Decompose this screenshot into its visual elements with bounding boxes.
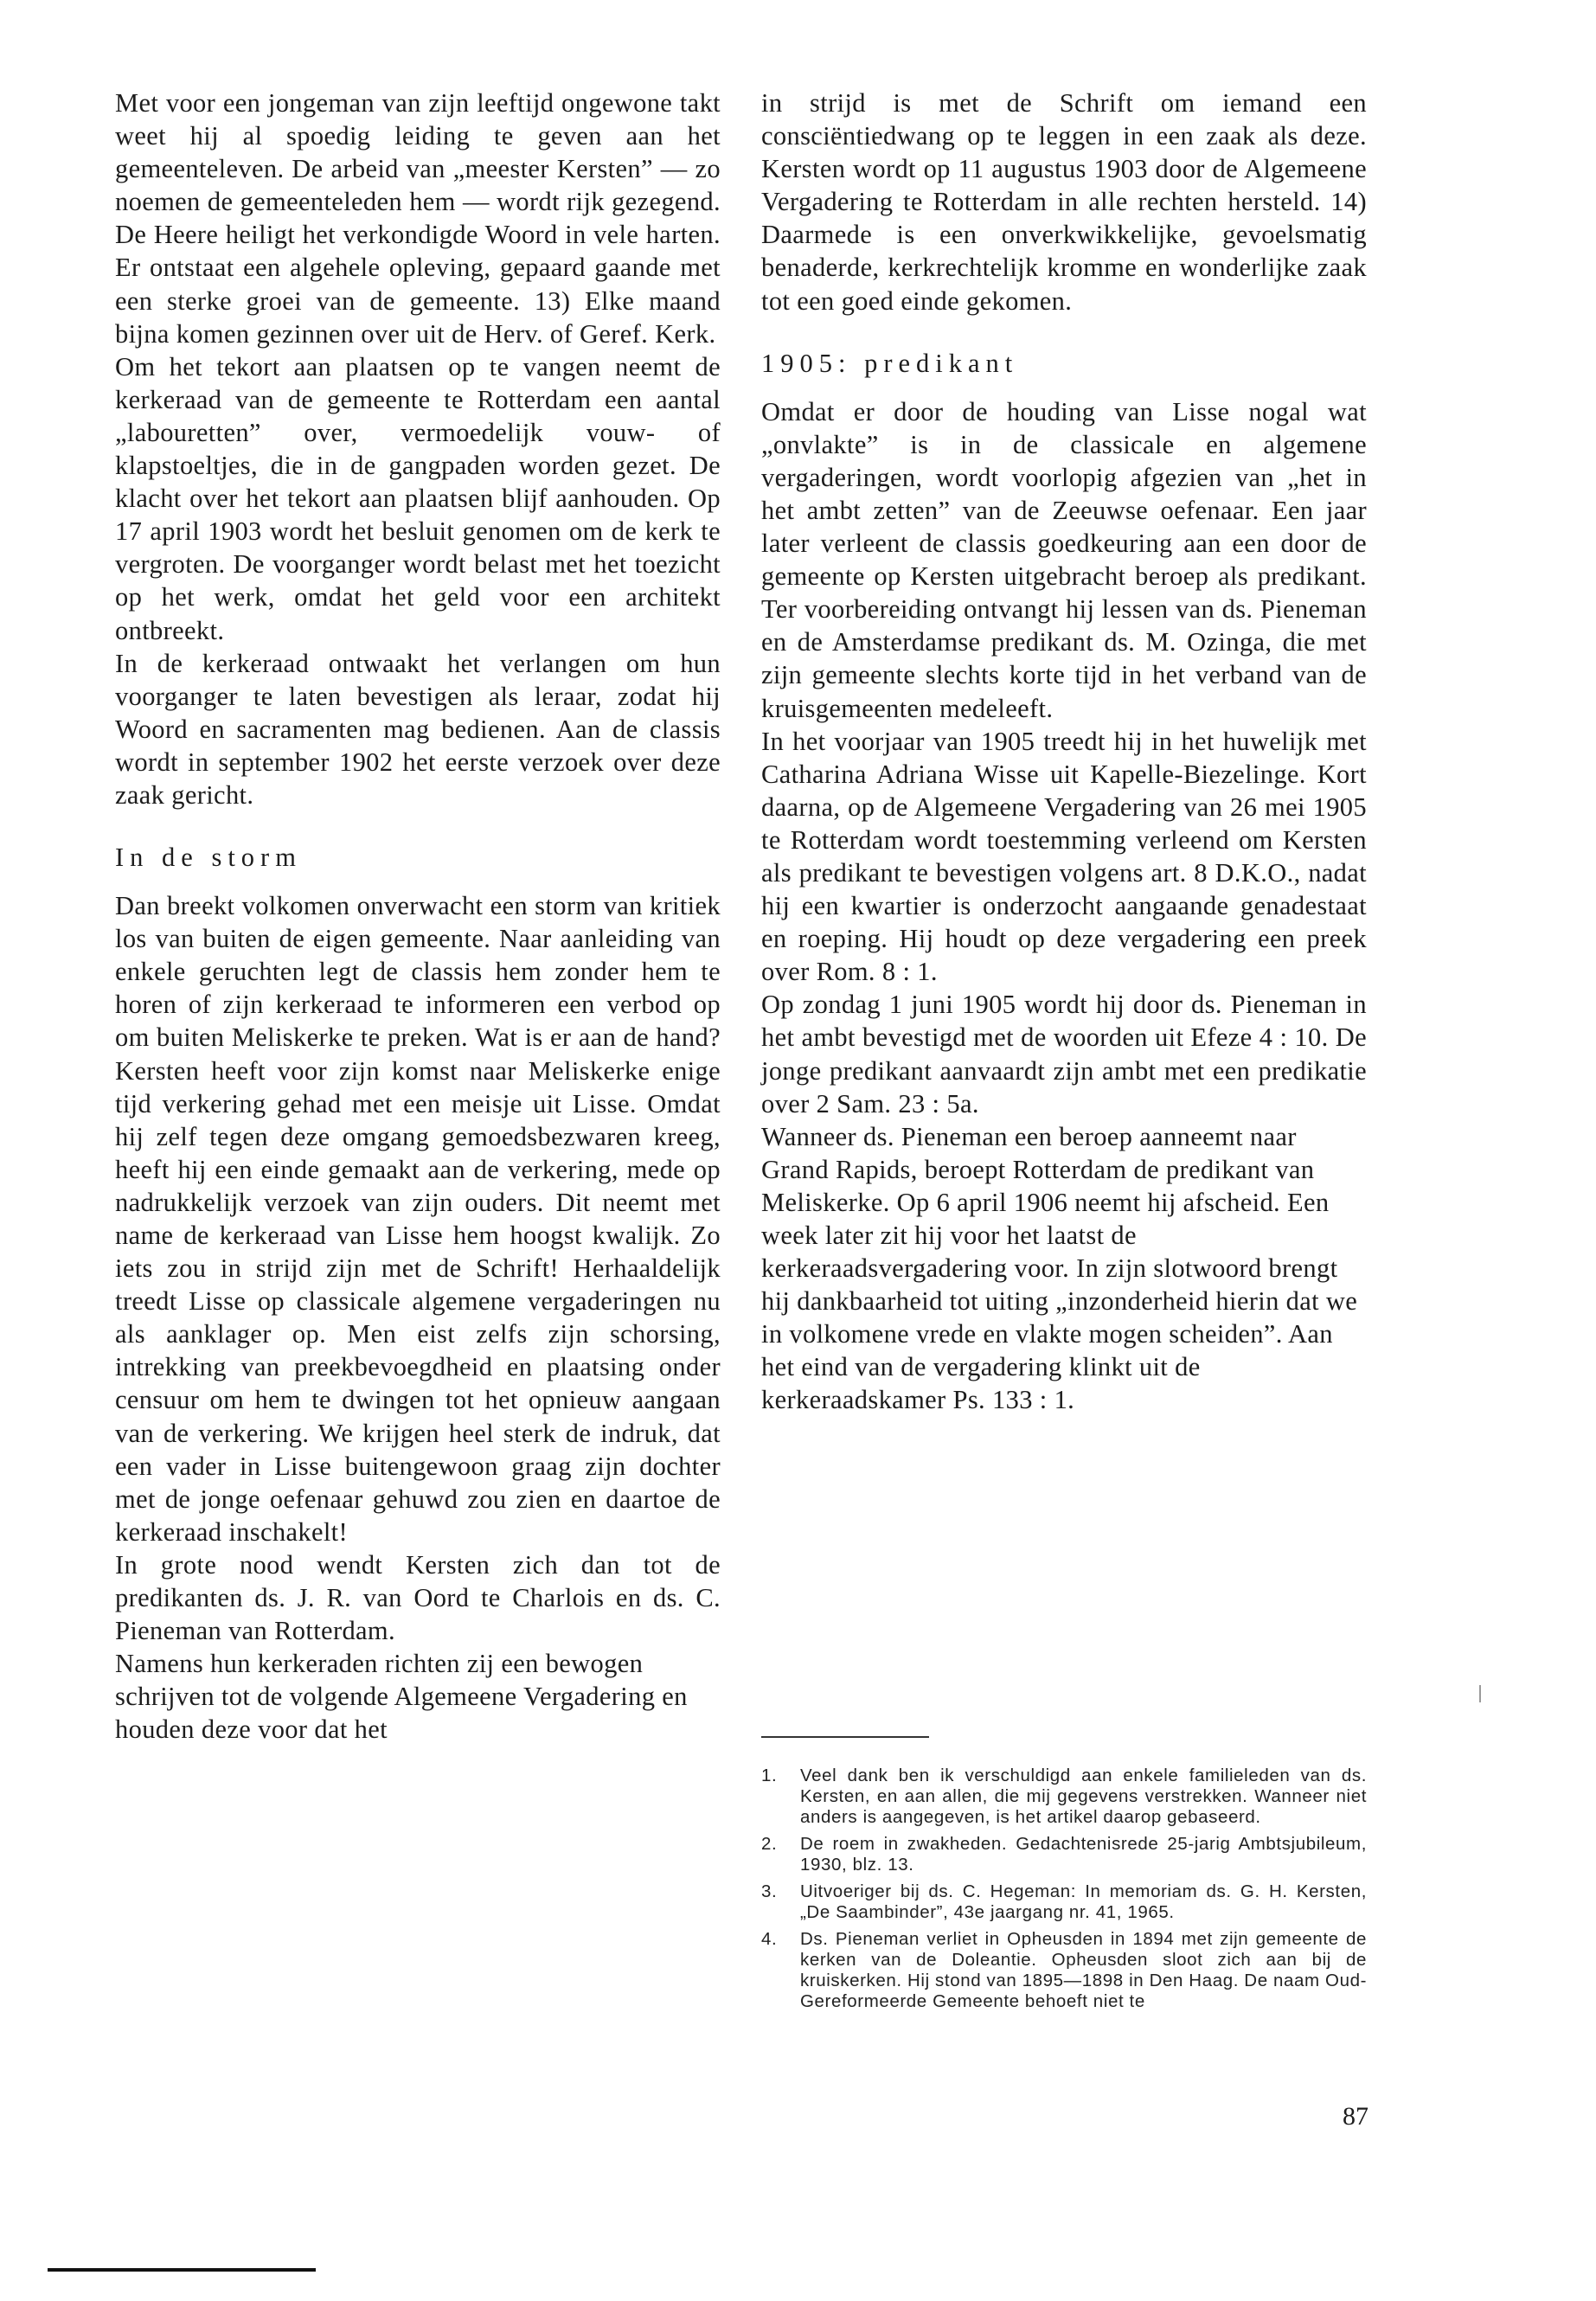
left-paragraph-5: In grote nood wendt Kersten zich dan tot de predikanten ds. J. R. van Oord te Charlois en ds. C. Pieneman van Rotterdam. — [115, 1549, 721, 1646]
footnote-divider — [761, 1736, 929, 1738]
margin-mark — [1479, 1685, 1481, 1702]
section-heading-in-de-storm: In de storm — [115, 843, 302, 873]
right-paragraph-4: Op zondag 1 juni 1905 wordt hij door ds. Pieneman in het ambt bevestigd met de woorden uit Efeze 4 : 10. De jonge predikant aanvaardt zijn ambt met een predikatie over 2 Sam. 23 : 5a. — [761, 990, 1367, 1118]
footnote-number: 1. — [761, 1766, 778, 1785]
left-paragraph-2: Om het tekort aan plaatsen op te vangen neemt de kerkeraad van de gemeente te Rotterdam een aantal „labouretten” over, vermoedelijk vouw- of klapstoeltjes, die in de gangpaden worden gezet. De klacht over het tekort aan plaatsen blijf aanhouden. Op 17 april 1903 wordt het besluit genomen om de kerk te vergroten. De voorganger wordt belast met het toezicht op het werk, omdat het geld voor een architekt ontbreekt. — [115, 351, 721, 645]
footnote — [761, 1834, 1367, 1875]
footnote-text: Ds. Pieneman verliet in Opheusden in 1894 met zijn gemeente de kerken van de Doleantie. Opheusden sloot zich aan bij de kruiskerken. Hij stond van 1895—1898 in Den Haag. De naam Oud-Gereformeerde Gemeente behoeft niet te — [800, 1929, 1367, 2011]
footnote — [761, 1929, 1367, 2012]
left-paragraph-4: Dan breekt volkomen onverwacht een storm van kritiek los van buiten de eigen gemeente. Naar aanleiding van enkele geruchten legt de classis hem zonder hem te horen of zijn kerkeraad te informeren een verbod op om buiten Meliskerke te preken. Wat is er aan de hand? Kersten heeft voor zijn komst naar Meliskerke enige tijd verkering gehad met een meisje uit Lisse. Omdat hij zelf tegen deze omgang gemoedsbezwaren kreeg, heeft hij een einde gemaakt aan de verkering, mede op nadrukkelijk verzoek van zijn ouders. Dit neemt met name de kerkeraad van Lisse hem hoogst kwalijk. Zo iets zou in strijd zijn met de Schrift! Herhaaldelijk treedt Lisse op classicale algemene vergaderingen nu als aanklager op. Men eist zelfs zijn schorsing, intrekking van preekbevoegdheid en plaatsing onder censuur om hem te dwingen tot het opnieuw aangaan van de verkering. We krijgen heel sterk de indruk, dat een vader in Lisse buitengewoon graag zijn dochter met de jonge oefenaar gehuwd zou zien en daartoe de kerkeraad inschakelt! — [115, 891, 721, 1547]
right-paragraph-3: In het voorjaar van 1905 treedt hij in het huwelijk met Catharina Adriana Wisse uit Kapelle-Biezelinge. Kort daarna, op de Algemeene Vergadering van 26 mei 1905 te Rotterdam wordt toestemming verleend om Kersten als predikant te bevestigen volgens art. 8 D.K.O., nadat hij een kwartier is onderzocht aangaande genadestaat en roeping. Hij houdt op deze vergadering een preek over Rom. 8 : 1. — [761, 726, 1367, 987]
right-paragraph-2: Omdat er door de houding van Lisse nogal wat „onvlakte” is in de classicale en algemene vergaderingen, wordt voorlopig afgezien van „het in het ambt zetten” van de Zeeuwse oefenaar. Een jaar later verleent de classis goedkeuring aan een door de gemeente op Kersten uitgebracht beroep als predikant. Ter voorbereiding ontvangt hij lessen van ds. Pieneman en de Amsterdamse predikant ds. M. Ozinga, die met zijn gemeente slechts korte tijd in het verband van de kruisgemeenten medeleeft. — [761, 396, 1367, 723]
footnote-number: 2. — [761, 1834, 778, 1854]
footnote — [761, 1881, 1367, 1923]
footnote-text: Veel dank ben ik verschuldigd aan enkele familieleden van ds. Kersten, en aan allen, die mij gegevens verstrekken. Wanneer niet anders is aangegeven, is het artikel daarop gebaseerd. — [800, 1766, 1367, 1827]
bottom-rule — [48, 2268, 316, 2272]
footnote-number: 4. — [761, 1929, 778, 1949]
footnote — [761, 1766, 1367, 1828]
footnotes — [761, 1766, 1367, 2018]
left-paragraph-6: Namens hun kerkeraden richten zij een bewogen schrijven tot de volgende Algemeene Vergadering en houden deze voor dat het — [115, 1649, 688, 1745]
right-paragraph-1: in strijd is met de Schrift om iemand een consciëntiedwang op te leggen in een zaak als deze. Kersten wordt op 11 augustus 1903 door de Algemeene Vergadering te Rotterdam in alle rechten hersteld. 14) Daarmede is een onverkwikkelijke, gevoelsmatig benaderde, kerkrechtelijk kromme en wonderlijke zaak tot een goed einde gekomen. — [761, 88, 1367, 316]
left-column — [115, 87, 721, 1747]
footnote-text: De roem in zwakheden. Gedachtenisrede 25-jarig Ambtsjubileum, 1930, blz. 13. — [800, 1834, 1367, 1875]
footnote-text: Uitvoeriger bij ds. C. Hegeman: In memoriam ds. G. H. Kersten, „De Saambinder”, 43e jaargang nr. 41, 1965. — [800, 1881, 1367, 1922]
page-number: 87 — [1343, 2102, 1368, 2131]
section-heading-predikant: 1905: predikant — [761, 348, 1019, 378]
left-paragraph-1: Met voor een jongeman van zijn leeftijd ongewone takt weet hij al spoedig leiding te geven aan het gemeenteleven. De arbeid van „meester Kersten” — zo noemen de gemeenteleden hem — wordt rijk gezegend. De Heere heiligt het verkondigde Woord in vele harten. Er ontstaat een algehele opleving, gepaard gaande met een sterke groei van de gemeente. 13) Elke maand bijna komen gezinnen over uit de Herv. of Geref. Kerk. — [115, 88, 721, 349]
left-paragraph-3: In de kerkeraad ontwaakt het verlangen om hun voorganger te laten bevestigen als leraar, zodat hij Woord en sacramenten mag bedienen. Aan de classis wordt in september 1902 het eerste verzoek over deze zaak gericht. — [115, 648, 721, 810]
footnote-number: 3. — [761, 1881, 778, 1901]
right-paragraph-5: Wanneer ds. Pieneman een beroep aanneemt naar Grand Rapids, beroept Rotterdam de predikant van Meliskerke. Op 6 april 1906 neemt hij afscheid. Een week later zit hij voor het laatst de kerkeraadsvergadering voor. In zijn slotwoord brengt hij dankbaarheid tot uiting „inzonderheid hierin dat we in volkomene vrede en vlakte mogen scheiden”. Aan het eind van de vergadering klinkt uit de kerkeraadskamer Ps. 133 : 1. — [761, 1121, 1358, 1415]
right-column — [761, 87, 1367, 1417]
